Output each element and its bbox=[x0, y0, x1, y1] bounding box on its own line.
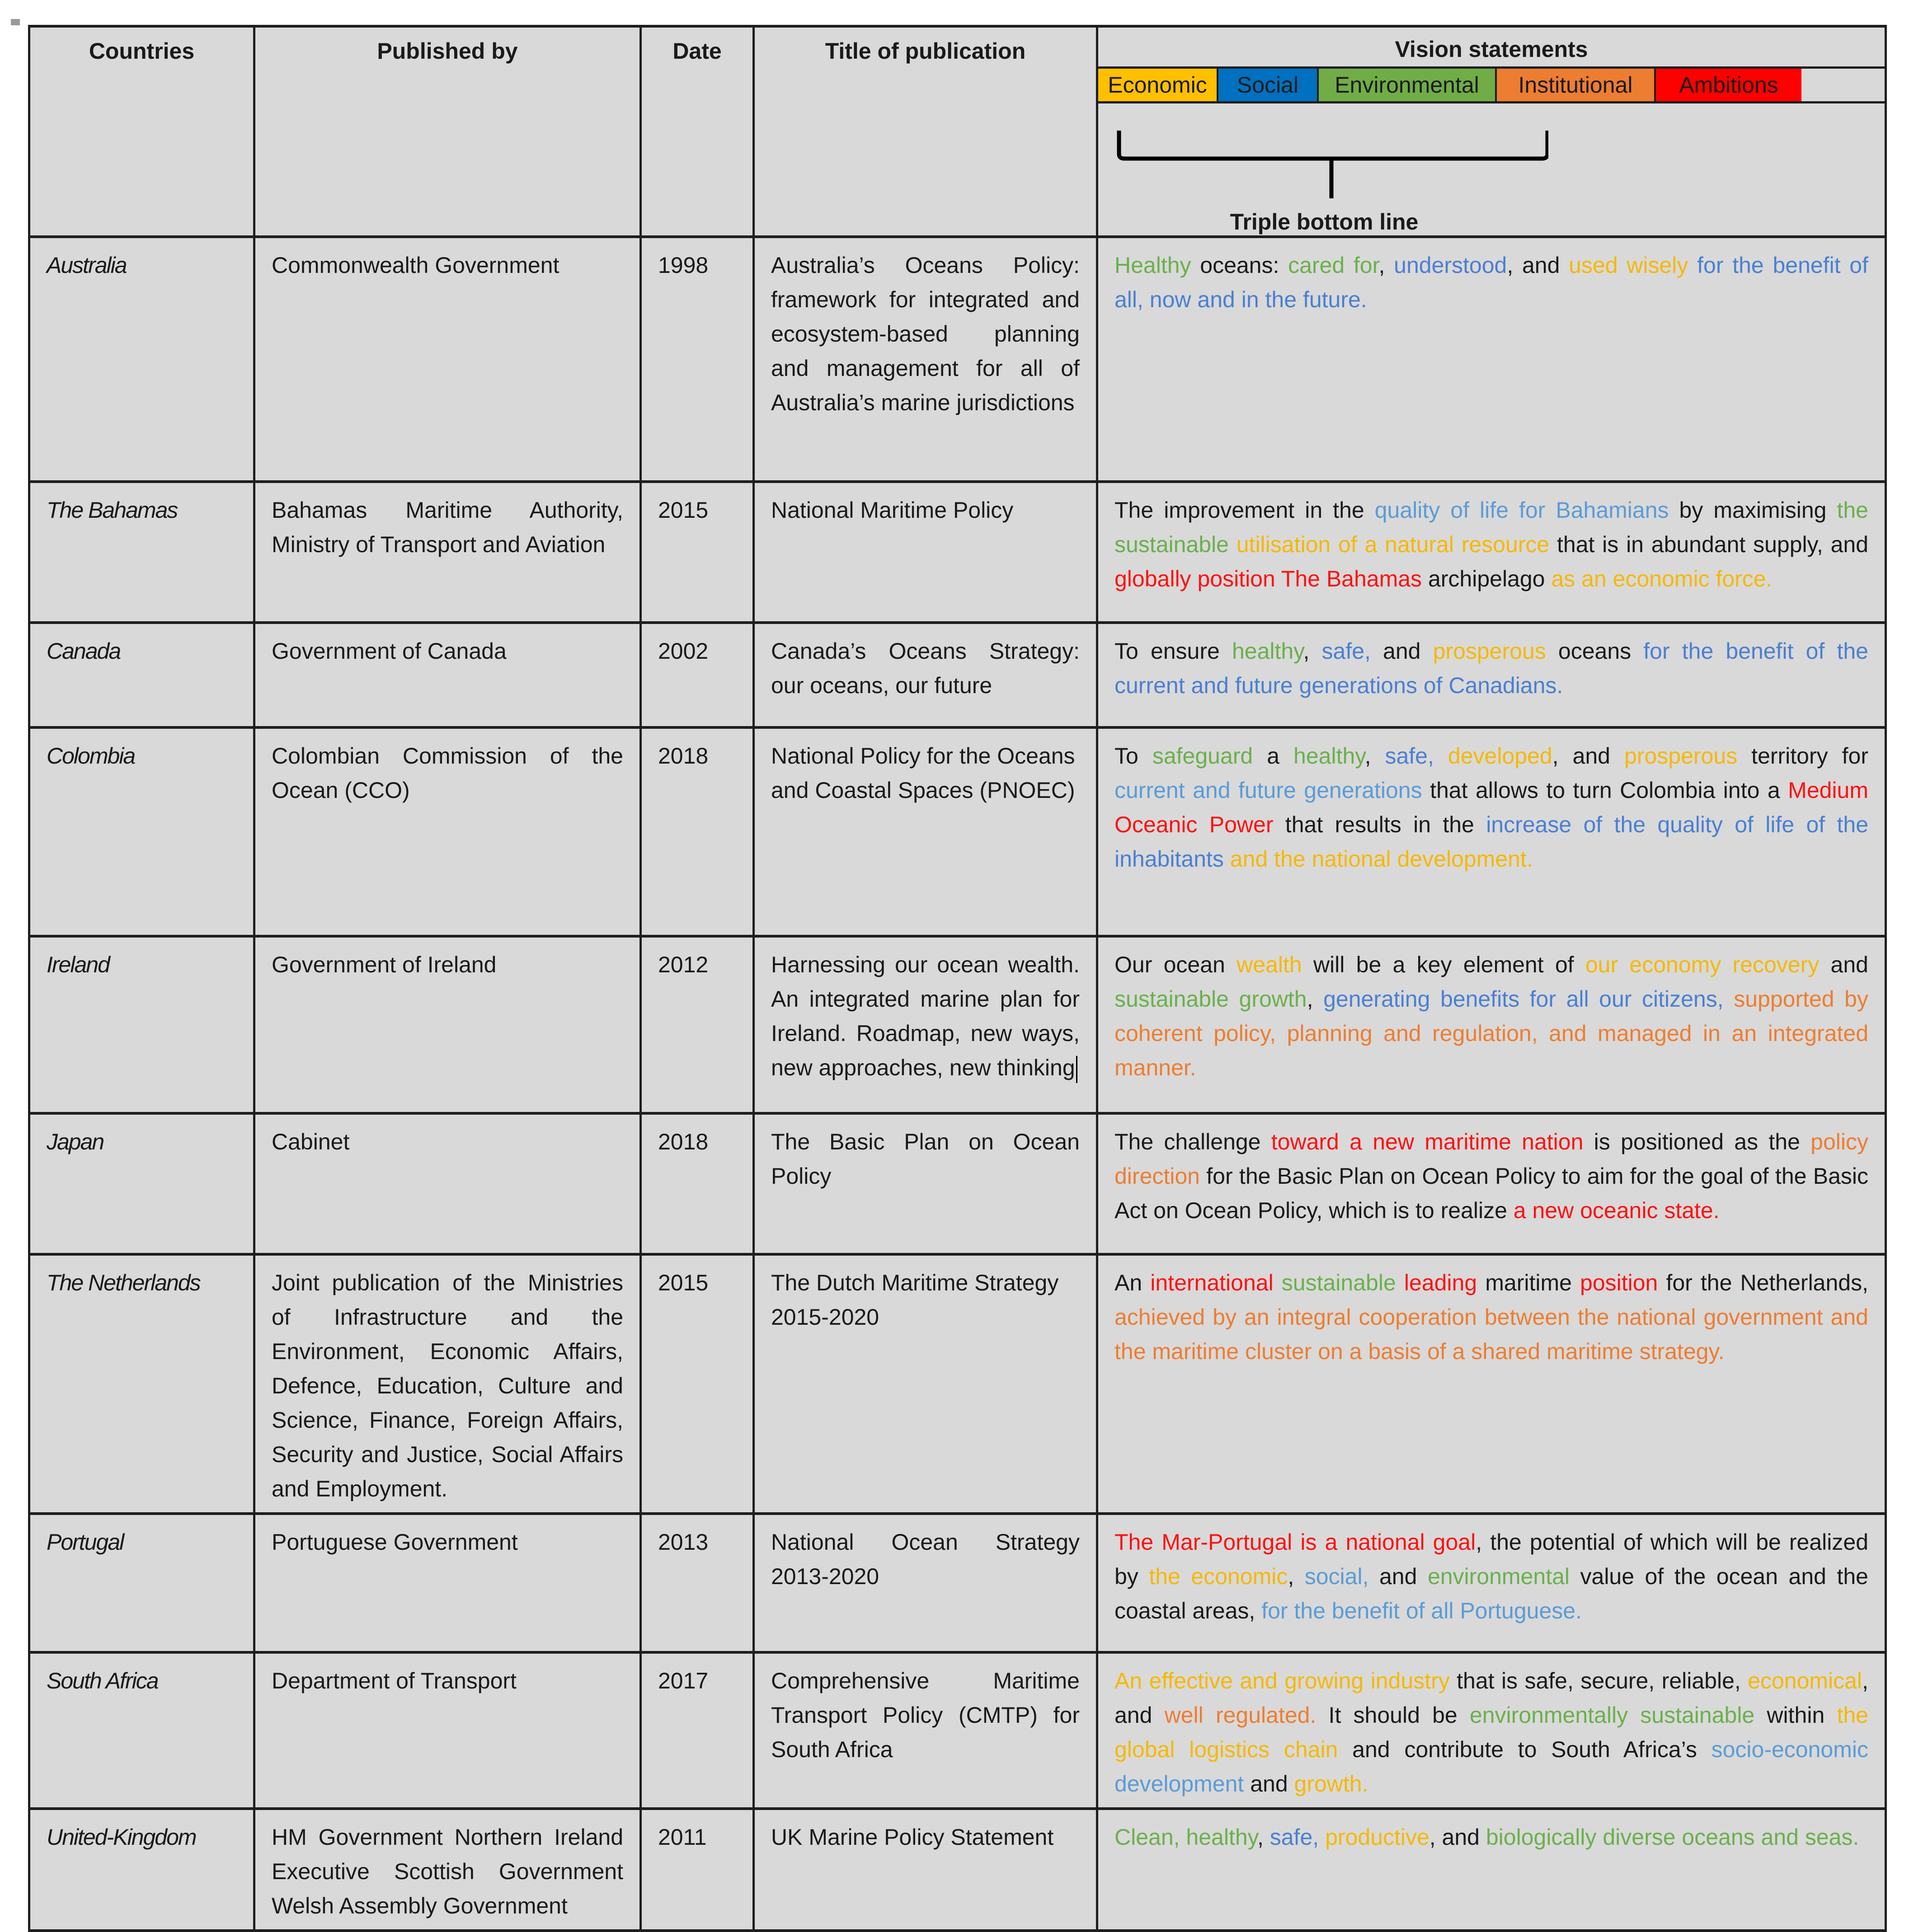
table-row bbox=[29, 936, 1886, 1113]
vision-segment: productive bbox=[1325, 1824, 1429, 1850]
date-cell: 2015 bbox=[641, 482, 754, 623]
legend-environmental: Environmental bbox=[1319, 69, 1497, 101]
vision-segment: , and bbox=[1507, 253, 1569, 278]
country-cell: Australia bbox=[29, 237, 254, 482]
vision-segment: and contribute to South Africa’s bbox=[1338, 1737, 1712, 1762]
triple-bottom-line-brace-icon bbox=[1114, 131, 1548, 216]
vision-segment: for the Basic Plan on Ocean Policy to aim for the goal of the Basic Act on Ocean Policy, which is to realize bbox=[1114, 1163, 1868, 1223]
title-cell: The Dutch Maritime Strategy 2015-2020 bbox=[754, 1254, 1097, 1514]
vision-segment: prosperous bbox=[1624, 743, 1738, 769]
vision-segment: and the national development. bbox=[1230, 846, 1533, 872]
vision-segment: , bbox=[1303, 638, 1322, 664]
vision-segment: achieved by an integral cooperation between the national government and the maritime cluster on a basis of a shared maritime strategy. bbox=[1114, 1304, 1868, 1364]
vision-segment: that is in abundant supply, and bbox=[1549, 532, 1868, 557]
date-cell: 1998 bbox=[641, 237, 754, 482]
vision-statement-cell bbox=[1097, 1809, 1886, 1931]
header-row bbox=[29, 26, 1886, 237]
vision-segment: generating benefits for all our citizens, bbox=[1323, 986, 1724, 1012]
vision-segment: safe, bbox=[1270, 1824, 1319, 1850]
date-cell: 2002 bbox=[641, 623, 754, 727]
vision-segment: territory for bbox=[1737, 743, 1868, 769]
vision-segment: , the potential of which will be realized by bbox=[1114, 1529, 1868, 1589]
vision-statements-title: Vision statements bbox=[1395, 37, 1588, 62]
vision-segment: policy direction bbox=[1114, 1129, 1869, 1189]
vision-segment: and bbox=[1819, 952, 1868, 977]
table-row bbox=[29, 1809, 1886, 1931]
vision-segment: increase of the quality of life of the inhabitants bbox=[1114, 812, 1868, 872]
vision-segment: The Mar-Portugal is a national goal bbox=[1114, 1529, 1476, 1555]
vision-segment: and bbox=[1244, 1771, 1294, 1796]
country-cell: South Africa bbox=[29, 1652, 254, 1809]
vision-segment: , bbox=[1364, 743, 1385, 769]
vision-segment: safe, bbox=[1385, 743, 1434, 769]
vision-segment: will be a key element of bbox=[1302, 952, 1585, 977]
published-by-cell: Commonwealth Government bbox=[254, 237, 641, 482]
header-countries: Countries bbox=[29, 26, 254, 237]
vision-segment: , and bbox=[1429, 1824, 1486, 1850]
published-by-cell: HM Government Northern Ireland Executive Scottish Government Welsh Assembly Government bbox=[254, 1809, 641, 1931]
date-cell: 2015 bbox=[641, 1254, 754, 1514]
vision-segment: It should be bbox=[1316, 1702, 1470, 1728]
vision-segment: cared for bbox=[1288, 253, 1379, 278]
country-cell: Portugal bbox=[29, 1514, 254, 1652]
table-row bbox=[29, 727, 1886, 936]
legend-ambitions: Ambitions bbox=[1656, 69, 1801, 101]
vision-segment: as an economic force. bbox=[1551, 566, 1773, 591]
published-by-cell: Government of Canada bbox=[254, 623, 641, 727]
vision-segment: by maximising bbox=[1669, 497, 1837, 523]
date-cell: 2013 bbox=[641, 1514, 754, 1652]
date-cell: 2018 bbox=[641, 1113, 754, 1254]
vision-segment: within bbox=[1754, 1702, 1837, 1728]
vision-segment: environmentally sustainable bbox=[1469, 1702, 1755, 1728]
vision-segment: Healthy bbox=[1114, 253, 1191, 278]
vision-statement-cell bbox=[1097, 237, 1886, 482]
vision-segment: To bbox=[1114, 743, 1152, 769]
date-cell: 2017 bbox=[641, 1652, 754, 1809]
vision-statement-cell bbox=[1097, 1652, 1886, 1809]
title-cell: Australia’s Oceans Policy: framework for integrated and ecosystem-based planning and management for all of Australia’s marine jurisdictions bbox=[754, 237, 1097, 482]
header-title: Title of publication bbox=[754, 26, 1097, 237]
vision-segment: biologically diverse oceans and seas. bbox=[1486, 1824, 1859, 1850]
vision-segment: safe, bbox=[1321, 638, 1371, 664]
vision-segment: used wisely bbox=[1569, 253, 1688, 278]
vision-segment: , and bbox=[1114, 1668, 1868, 1728]
country-cell: United-Kingdom bbox=[29, 1809, 254, 1931]
vision-statement-cell bbox=[1097, 1514, 1886, 1652]
date-cell: 2011 bbox=[641, 1809, 754, 1931]
vision-segment: Clean, healthy bbox=[1114, 1824, 1257, 1850]
table-row bbox=[29, 1254, 1886, 1514]
title-cell: Harnessing our ocean wealth. An integrated marine plan for Ireland. Roadmap, new ways, new approaches, new thinking bbox=[754, 936, 1097, 1113]
vision-segment: An bbox=[1114, 1270, 1151, 1295]
vision-segment: wealth bbox=[1237, 952, 1302, 977]
vision-statement-cell bbox=[1097, 1254, 1886, 1514]
title-cell: National Policy for the Oceans and Coastal Spaces (PNOEC) bbox=[754, 727, 1097, 936]
legend-social: Social bbox=[1218, 69, 1319, 101]
vision-segment: social, bbox=[1304, 1564, 1369, 1589]
vision-segment: for the benefit of all, now and in the future. bbox=[1114, 253, 1869, 312]
country-cell: Canada bbox=[29, 623, 254, 727]
vision-segment: a bbox=[1253, 743, 1294, 769]
vision-segment: international bbox=[1150, 1270, 1274, 1295]
vision-segment: growth. bbox=[1294, 1771, 1368, 1796]
vision-segment: Medium Oceanic Power bbox=[1114, 778, 1869, 837]
header-published-by: Published by bbox=[254, 26, 641, 237]
vision-segment: prosperous bbox=[1433, 638, 1546, 664]
header-vision-statements bbox=[1097, 26, 1886, 237]
vision-segment: that is safe, secure, reliable, bbox=[1449, 1668, 1748, 1693]
vision-segment: , bbox=[1257, 1824, 1270, 1850]
vision-statement-cell bbox=[1097, 623, 1886, 727]
vision-segment: sustainable growth bbox=[1114, 986, 1307, 1012]
vision-segment: and bbox=[1370, 638, 1433, 664]
vision-segment: sustainable bbox=[1281, 1270, 1396, 1295]
country-cell: The Netherlands bbox=[29, 1254, 254, 1514]
title-cell: The Basic Plan on Ocean Policy bbox=[754, 1113, 1097, 1254]
vision-statements-table bbox=[28, 25, 1887, 1932]
vision-statement-cell bbox=[1097, 1113, 1886, 1254]
published-by-cell: Colombian Commission of the Ocean (CCO) bbox=[254, 727, 641, 936]
vision-segment: leading bbox=[1404, 1270, 1477, 1295]
text-cursor bbox=[1076, 1056, 1077, 1083]
vision-segment: To ensure bbox=[1114, 638, 1232, 664]
vision-segment: , and bbox=[1552, 743, 1625, 769]
vision-segment: supported by coherent policy, planning and regulation, and managed in an integrated manner. bbox=[1114, 986, 1868, 1080]
vision-segment: that results in the bbox=[1273, 812, 1486, 837]
vision-segment bbox=[1224, 846, 1230, 872]
vision-segment: , bbox=[1378, 253, 1394, 278]
vision-segment: the sustainable bbox=[1114, 497, 1868, 557]
published-by-cell: Government of Ireland bbox=[254, 936, 641, 1113]
vision-segment: maritime bbox=[1477, 1270, 1580, 1295]
vision-segment: position bbox=[1580, 1270, 1658, 1295]
country-cell: The Bahamas bbox=[29, 482, 254, 623]
vision-segment: understood bbox=[1394, 253, 1507, 278]
vision-segment bbox=[1274, 1270, 1282, 1295]
header-date: Date bbox=[641, 26, 754, 237]
vision-segment: environmental bbox=[1427, 1564, 1570, 1589]
published-by-cell: Joint publication of the Ministries of Infrastructure and the Environment, Economic Affairs, Defence, Education, Culture and Science, Finance, Foreign Affairs, Security and Justice, Social Affairs and Employment. bbox=[254, 1254, 641, 1514]
vision-statement-cell bbox=[1097, 727, 1886, 936]
vision-segment: a new oceanic state. bbox=[1513, 1198, 1720, 1223]
vision-segment: Our ocean bbox=[1114, 952, 1237, 977]
table-row bbox=[29, 482, 1886, 623]
country-cell: Colombia bbox=[29, 727, 254, 936]
vision-segment: well regulated. bbox=[1164, 1702, 1317, 1728]
table-row bbox=[29, 1113, 1886, 1254]
vision-segment: , bbox=[1288, 1564, 1305, 1589]
legend-economic: Economic bbox=[1098, 69, 1218, 101]
vision-segment: for the benefit of all Portuguese. bbox=[1261, 1598, 1582, 1623]
vision-segment: for the benefit of the current and future generations of Canadians. bbox=[1114, 638, 1868, 698]
vision-segment: that allows to turn Colombia into a bbox=[1422, 778, 1788, 803]
vision-segment: is positioned as the bbox=[1583, 1129, 1811, 1154]
vision-segment: our economy recovery bbox=[1585, 952, 1820, 977]
vision-segment: for the Netherlands, bbox=[1658, 1270, 1868, 1295]
vision-segment: toward a new maritime nation bbox=[1271, 1129, 1584, 1154]
vision-segment: socio-economic development bbox=[1114, 1737, 1868, 1796]
published-by-cell: Bahamas Maritime Authority, Ministry of Transport and Aviation bbox=[254, 482, 641, 623]
triple-bottom-line-label: Triple bottom line bbox=[1230, 209, 1419, 234]
vision-segment bbox=[1229, 532, 1237, 557]
vision-segment: oceans: bbox=[1191, 253, 1288, 278]
vision-segment bbox=[1724, 986, 1734, 1012]
vision-segment: healthy bbox=[1232, 638, 1303, 664]
vision-segment: developed bbox=[1448, 743, 1552, 769]
vision-segment: archipelago bbox=[1422, 566, 1552, 591]
date-cell: 2018 bbox=[641, 727, 754, 936]
vision-segment bbox=[1319, 1824, 1325, 1850]
vision-segment: and bbox=[1368, 1564, 1428, 1589]
title-cell: UK Marine Policy Statement bbox=[754, 1809, 1097, 1931]
vision-segment: value of the ocean and the coastal areas, bbox=[1114, 1564, 1868, 1623]
vision-segment: , bbox=[1307, 986, 1324, 1012]
vision-segment: current and future generations bbox=[1114, 778, 1422, 803]
country-cell: Japan bbox=[29, 1113, 254, 1254]
vision-segment: economical bbox=[1748, 1668, 1862, 1693]
vision-segment: The improvement in the bbox=[1114, 497, 1375, 523]
table-move-handle[interactable] bbox=[11, 19, 20, 25]
vision-statement-cell bbox=[1097, 936, 1886, 1113]
published-by-cell: Portuguese Government bbox=[254, 1514, 641, 1652]
vision-segment: the global logistics chain bbox=[1114, 1702, 1868, 1762]
table-row bbox=[29, 1514, 1886, 1652]
published-by-cell: Department of Transport bbox=[254, 1652, 641, 1809]
vision-segment: An effective and growing industry bbox=[1114, 1668, 1450, 1693]
vision-statement-cell bbox=[1097, 482, 1886, 623]
title-cell: Comprehensive Maritime Transport Policy (CMTP) for South Africa bbox=[754, 1652, 1097, 1809]
table-row bbox=[29, 237, 1886, 482]
legend-institutional: Institutional bbox=[1497, 69, 1656, 101]
vision-segment: The challenge bbox=[1114, 1129, 1271, 1154]
vision-segment: globally position The Bahamas bbox=[1114, 566, 1422, 591]
vision-segment: oceans bbox=[1546, 638, 1644, 664]
table-row bbox=[29, 623, 1886, 727]
title-cell: Canada’s Oceans Strategy: our oceans, our future bbox=[754, 623, 1097, 727]
vision-segment: quality of life for Bahamians bbox=[1374, 497, 1669, 523]
vision-segment bbox=[1396, 1270, 1404, 1295]
date-cell: 2012 bbox=[641, 936, 754, 1113]
title-cell: National Ocean Strategy 2013-2020 bbox=[754, 1514, 1097, 1652]
title-cell: National Maritime Policy bbox=[754, 482, 1097, 623]
vision-segment: safeguard bbox=[1152, 743, 1253, 769]
vision-segment: healthy bbox=[1293, 743, 1365, 769]
published-by-cell: Cabinet bbox=[254, 1113, 641, 1254]
country-cell: Ireland bbox=[29, 936, 254, 1113]
vision-segment: the economic bbox=[1149, 1564, 1288, 1589]
vision-segment bbox=[1434, 743, 1448, 769]
vision-segment: utilisation of a natural resource bbox=[1236, 532, 1550, 557]
table-row bbox=[29, 1652, 1886, 1809]
color-legend bbox=[1098, 66, 1885, 103]
